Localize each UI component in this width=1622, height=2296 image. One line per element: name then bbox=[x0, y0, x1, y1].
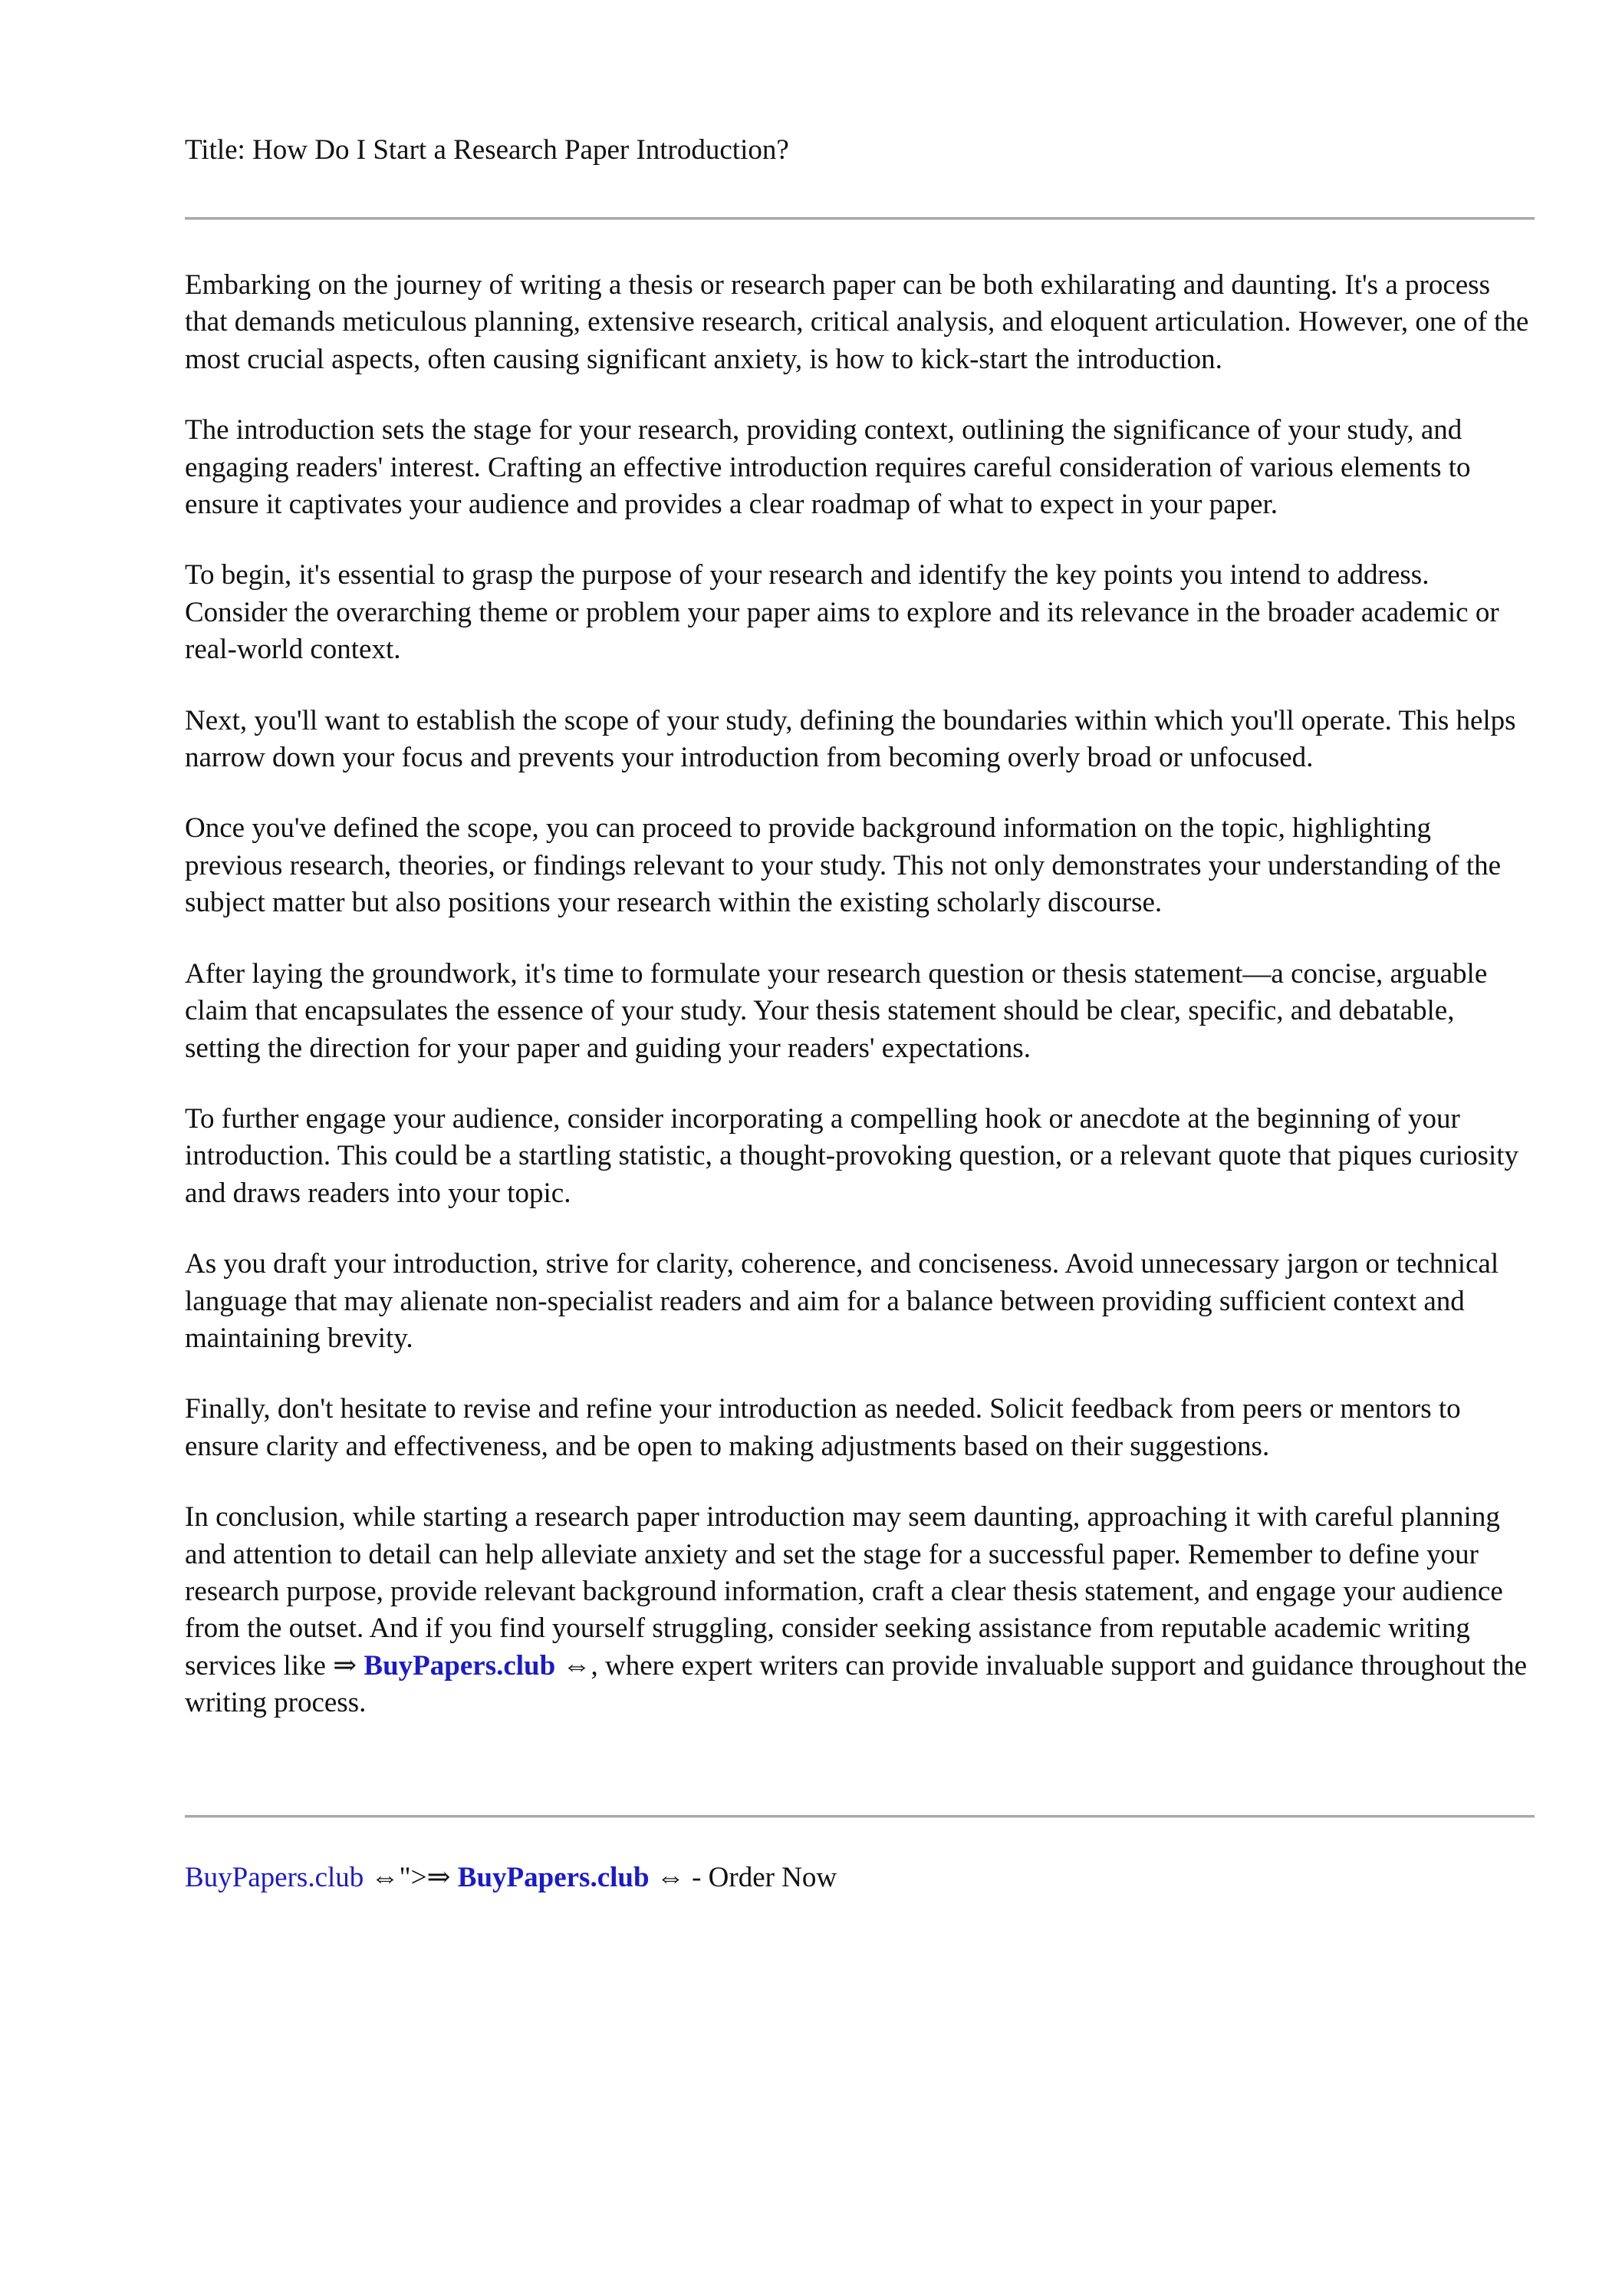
footer-order-line bbox=[185, 1860, 837, 1896]
document-body bbox=[185, 267, 1535, 1756]
buypapers-footer-link[interactable]: BuyPapers.club bbox=[185, 1862, 364, 1893]
paragraph-revise: Finally, don't hesitate to revise and refine your introduction as needed. Solicit feedback from peers or mentors to ensure clarity and effectiveness, and be open to making adjustments based on their suggestions. bbox=[185, 1393, 1461, 1462]
paragraph-scope: Next, you'll want to establish the scope of your study, defining the boundaries within which you'll operate. This helps narrow down your focus and prevents your introduction from becoming overly broad or unfocused. bbox=[185, 704, 1516, 774]
paragraph-hook: To further engage your audience, consider incorporating a compelling hook or anecdote at the beginning of your introduction. This could be a startling statistic, a thought-provoking question, or a relevant quote that piques curiosity and draws readers into your topic. bbox=[185, 1102, 1519, 1209]
order-now-text: ⇔ - Order Now bbox=[649, 1862, 837, 1893]
conclusion-text-end: , where expert writers can provide invaluable support and guidance throughout the writing process. bbox=[185, 1649, 1528, 1719]
conclusion-text: In conclusion, while starting a research paper introduction may seem daunting, approaching it with careful planning and attention to detail can help alleviate anxiety and set the stage for a successful paper. Remember to define your research purpose, provide relevant background information, craft a clear thesis statement, and engage your audience from the outset. And if you find yourself struggling, consider seeking assistance from reputable academic writing services like bbox=[185, 1501, 1503, 1682]
paragraph-clarity: As you draft your introduction, strive for clarity, coherence, and conciseness. Avoid unnecessary jargon or technical language that may alienate non-specialist readers and aim for a balance between providing sufficient context and maintaining brevity. bbox=[185, 1248, 1499, 1354]
paragraph-intro: Embarking on the journey of writing a thesis or research paper can be both exhilarating and daunting. It's a process that demands meticulous planning, extensive research, critical analysis, and eloquent articulation. However, one of the most crucial aspects, often causing significant anxiety, is how to kick-start the introduction. bbox=[185, 269, 1529, 375]
paragraph-thesis: After laying the groundwork, it's time to formulate your research question or thesis statement—a concise, arguable claim that encapsulates the essence of your study. Your thesis statement should be clear, specific, and debatable, setting the direction for your paper and guiding your readers' expectations. bbox=[185, 957, 1488, 1064]
paragraph-background: Once you've defined the scope, you can proceed to provide background information on the topic, highlighting previous research, theories, or findings relevant to your study. This not only demonstrates your understanding of the subject matter but also positions your research within the existing scholarly discourse. bbox=[185, 812, 1502, 919]
buypapers-inline-link[interactable]: BuyPapers.club bbox=[364, 1649, 556, 1682]
bottom-divider bbox=[185, 1815, 1535, 1818]
footer-garbled-markup: ⇔"> bbox=[364, 1862, 427, 1893]
paragraph-introduction-role: The introduction sets the stage for your research, providing context, outlining the significance of your study, and engaging readers' interest. Crafting an effective introduction requires careful consideration of various elements to ensure it captivates your audience and provides a clear roadmap of what to expect in your paper. bbox=[185, 414, 1471, 521]
document-title: Title: How Do I Start a Research Paper Introduction? bbox=[185, 134, 789, 166]
double-arrow-icon: ⇔ bbox=[562, 1649, 591, 1682]
paragraph-purpose: To begin, it's essential to grasp the purpose of your research and identify the key points you intend to address. Consider the overarching theme or problem your paper aims to explore and its relevance in the broader academic or real-world context. bbox=[185, 559, 1499, 666]
top-divider bbox=[185, 217, 1535, 220]
paragraph-conclusion bbox=[185, 1499, 1535, 1721]
arrow-right-icon: ⇒ bbox=[426, 1862, 451, 1893]
arrow-right-icon: ⇒ bbox=[333, 1649, 357, 1682]
buypapers-order-link[interactable]: BuyPapers.club bbox=[457, 1862, 650, 1893]
